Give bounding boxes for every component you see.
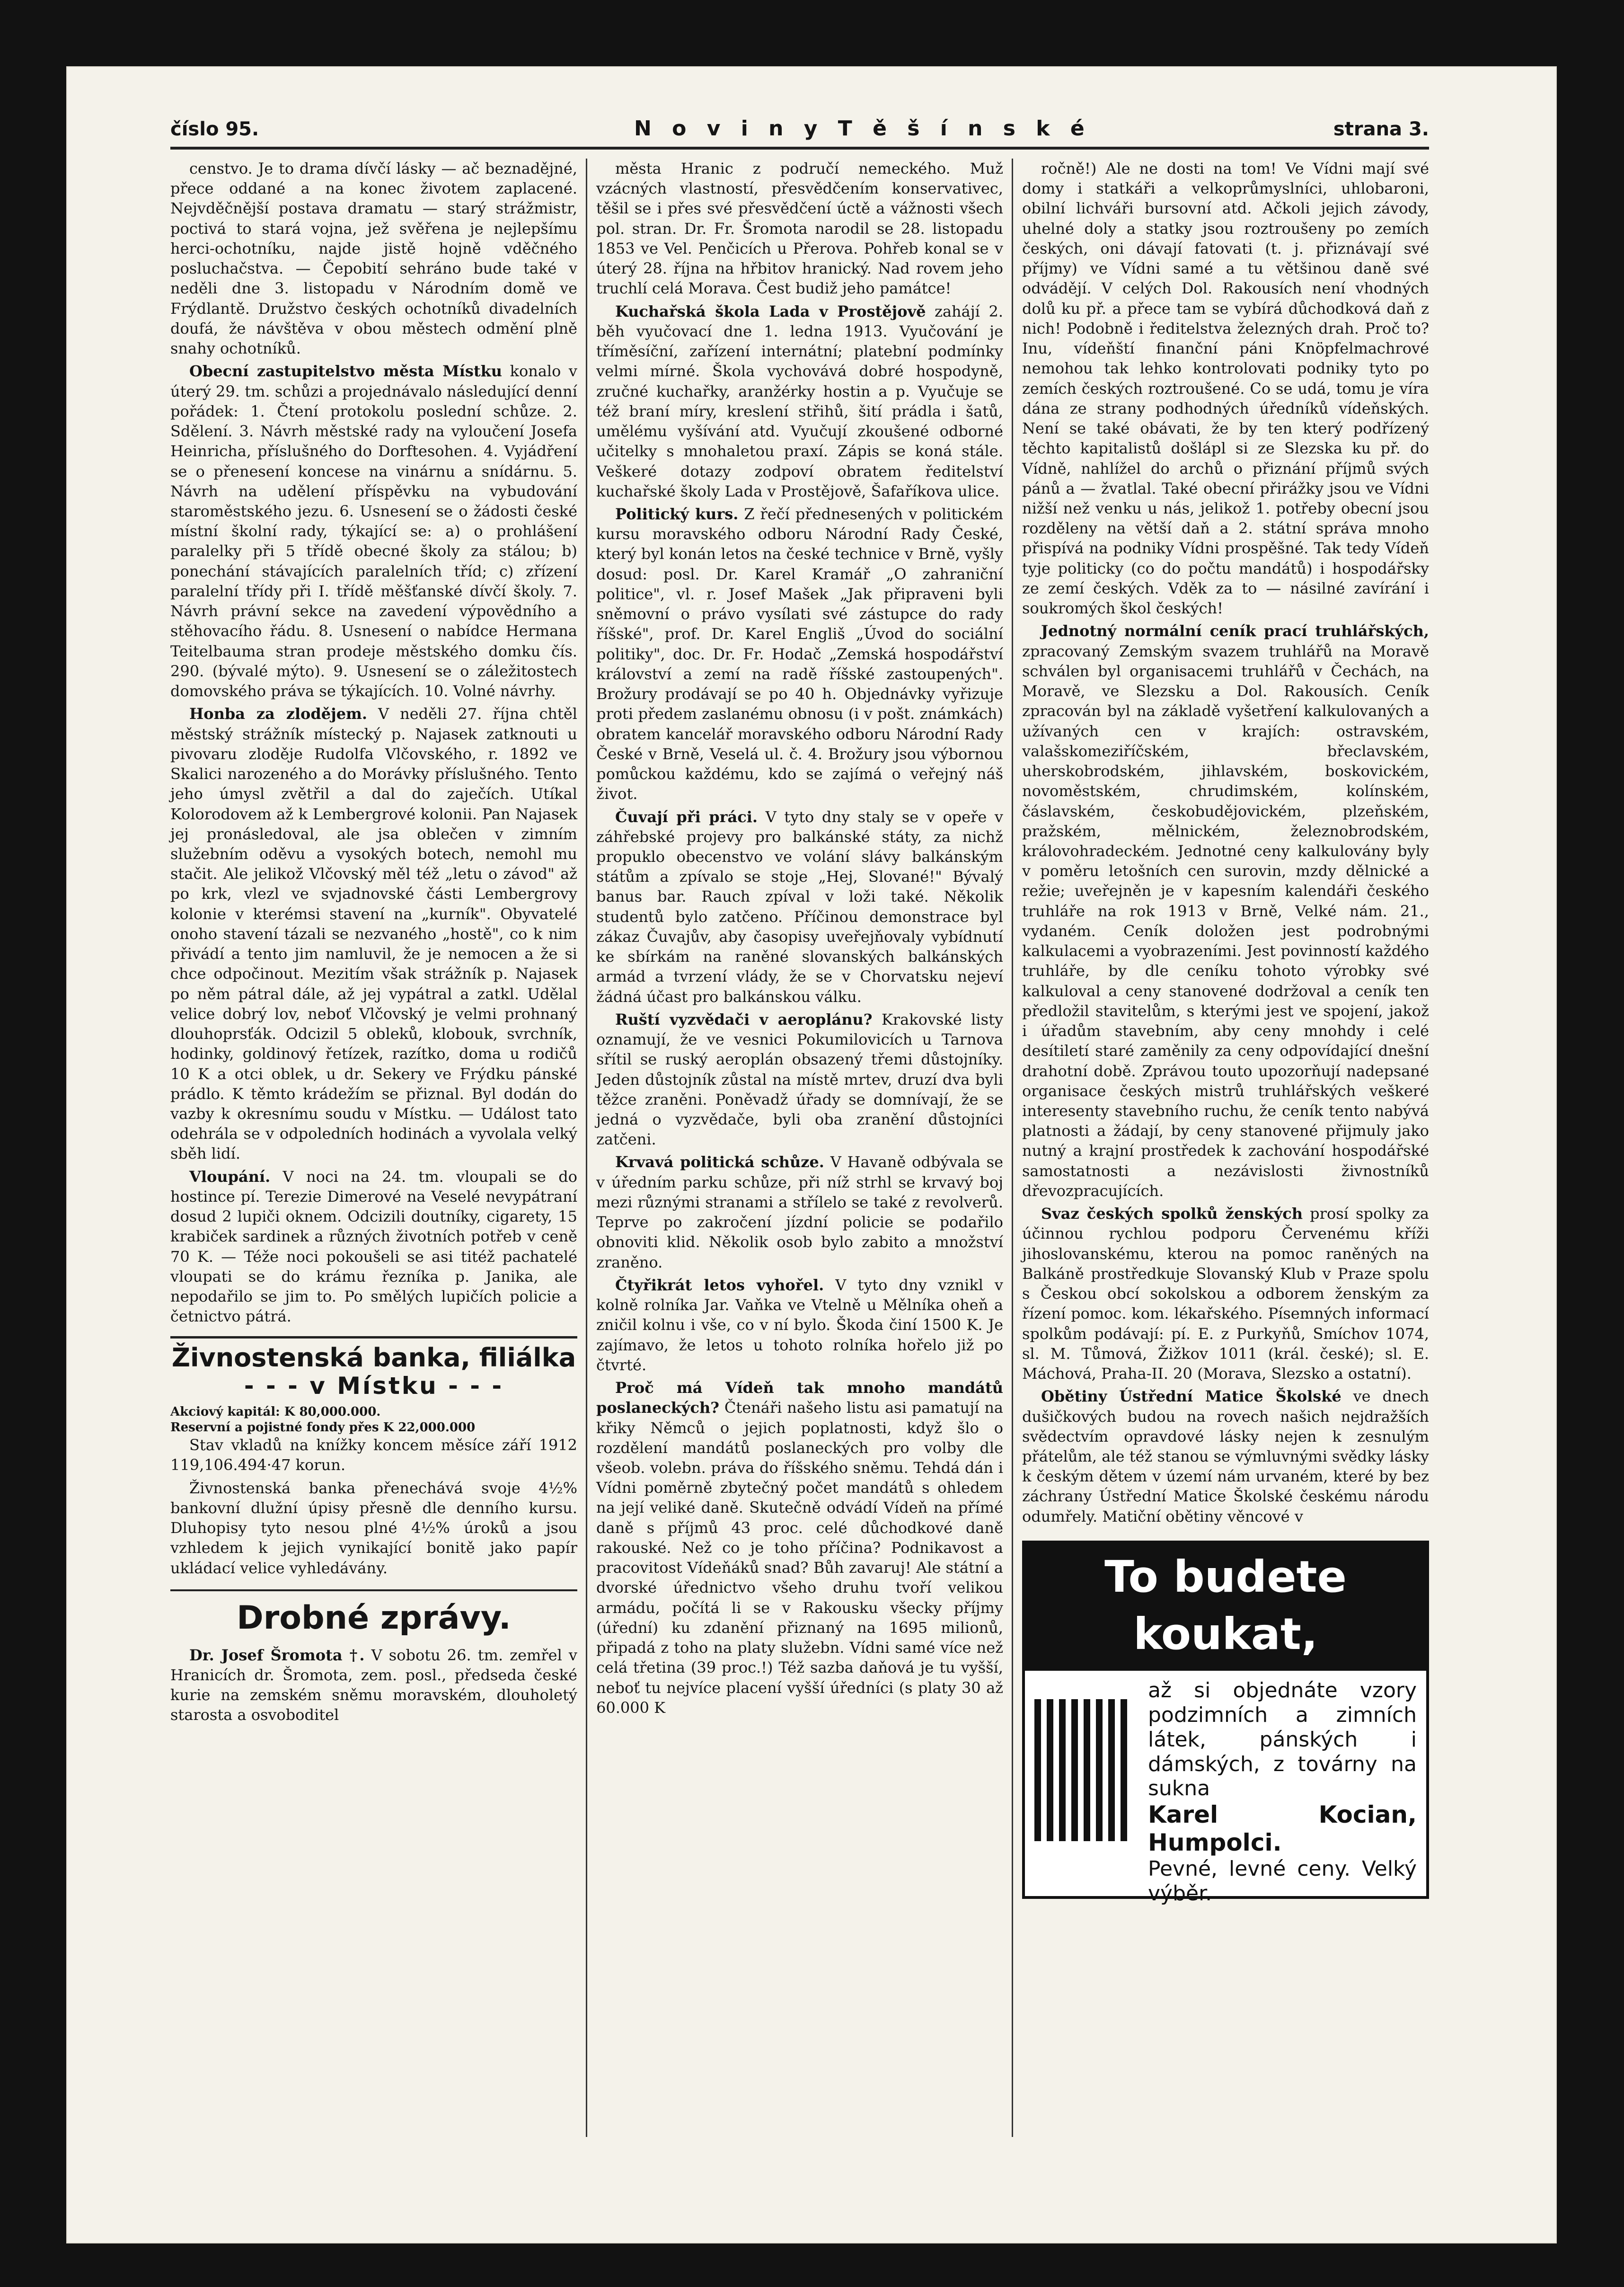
header-rule: [170, 147, 1429, 150]
article-text: V sobotu 26. tm. zemřel v Hranicích dr. Šromota, zem. posl., předseda české kurie na zemském sněmu moravském, dlouholetý starosta a osvoboditel: [170, 1646, 578, 1724]
article-headline: Jednotný normální ceník prací truhlářských,: [1041, 622, 1429, 640]
article-headline: Proč má Vídeň tak mnoho mandátů poslaneckých?: [596, 1379, 1003, 1417]
article-paragraph: ročně!) Ale ne dosti na tom! Ve Vídni mají své domy i statkáři a velkoprůmyslníci, uhlobaroni, obilní lichváři bursovní atd. Ačkoli jejich závody, uhelné doly a statky jsou roztroušeny po zemích českých, oni dávají fatovati (t. j. přiznávají své příjmy) ve Vídni samé a tu většinou daně své odvádějí. V celých Dol. Rakousích není vhodných dolů ku př. a přece tam se vybírá důchodková daň z nich! Podobně i ředitelstva železných drah. Proč to? Inu, vídeňští finanční páni Knöpfelmachrové nemohou tak lehko kontrolovati podniky tyto po zemích českých roztroušené. Co se udá, tomu je víra dána ze strany podhodných úředníků vídeňských. Není se také obávati, že by ten který podřízený těchto kapitalistů došlápl si ze Slezska ku př. do Vídně, nahlížel do archů o přiznání příjmů svých pánů a — žvatlal. Také obecní přirážky jsou ve Vídni nižší než venku u nás, jelikož 1. potřeby obecní jsou rozděleny na větší daň a 2. státní správa mnoho přispívá na podniky Vídni prospěšné. Tak tedy Vídeň tyje politicky (co do počtu mandátů) i hospodářsky ze zemí českých. Vděk za to — násilné zavírání i soukromých škol českých!: [1022, 160, 1429, 618]
cloth-pattern-icon: [1034, 1699, 1129, 1841]
masthead-title: N o v i n y T ě š í n s k é: [634, 116, 1091, 141]
advert-brand: Karel Kocian, Humpolci.: [1148, 1801, 1417, 1857]
article-paragraph: [596, 301, 1003, 501]
article-paragraph: [596, 807, 1003, 1007]
article-text: Z řečí přednesených v politickém kursu moravského odboru Národní Rady České, který byl konán letos na české technice v Brně, vyšly dosud: posl. Dr. Karel Kramář „O zahraniční politice", vl. r. Josef Mašek „Jak připraveni byli sněmovní o právo vysílati své zástupce do rady říšské", prof. Dr. Karel Engliš „Úvod do sociální politiky", doc. Dr. Fr. Hodač „Zemská hospodářství království a zemí na radě říšské zastoupených". Brožury prodávají se po 40 h. Objednávky vyřizuje proti předem zaslanému obnosu (i v pošt. známkách) obratem kancelář moravského odboru Národní Rady České v Brně, Veselá ul. č. 4. Brožury jsou výbornou pomůckou každému, kdo se zajímá o veřejný náš život.: [596, 505, 1004, 803]
article-paragraph: [596, 1378, 1003, 1718]
article-text: zahájí 2. běh vyučovací dne 1. ledna 1913. Vyučování je tříměsíční, zařízení internátní; platební podmínky velmi mírné. Škola vychovává dobré hospodyně, zručné kuchařky, aranžérky hostin a p. Vyučuje se též braní míry, kreslení střihů, šití prádla i šatů, umělému vyšívání atd. Vyučují zkoušené odborné učitelky s mnohaletou praxí. Zápis se koná stále. Veškeré dotazy zodpoví obratem ředitelství kuchařské školy Lada v Prostějově, Šafaříkova ulice.: [596, 302, 1003, 500]
article-text: ve dnech dušičkových budou na rovech našich nejdražších svědectvím opravdové lásky nejen k zesnulým přátelům, ale též stanou se výmluvnými svědky lásky k českým dětem v území nám urvaném, které by bez záchrany Ústřední Matice Školské českému národu odumřely. Matiční obětiny věncové v: [1022, 1387, 1430, 1525]
bank-advert: [170, 1336, 577, 1400]
kocian-advert: [1022, 1541, 1429, 1906]
page-header: [170, 114, 1429, 147]
article-paragraph: censtvo. Je to drama dívčí lásky — ač beznadějné, přece oddané a na konec životem zaplacené. Nejvděčnější postava dramatu — starý strážmistr, poctivá to stará vojna, jež svěřena je nejlepšímu herci-ochotníku, najde jistě hojně vděčného posluchačstva. — Čepobití sehráno bude také v neděli dne 3. listopadu v Národním domě ve Frýdlantě. Družstvo českých ochotníků divadelních doufá, že návštěva v obou městech odmění plně snahy ochotníků.: [170, 160, 577, 358]
article-text: V tyto dny staly se v opeře v záhřebské projevy pro balkánské státy, za nichž propuklo obecenstvo ve volání slávy balkánským státům a zpívalo se stoje „Hej, Slované!" Bývalý banus bar. Rauch zpíval v loži také. Několik studentů bylo zatčeno. Příčinou demonstrace byl zákaz Čuvajův, aby časopisy uveřejňovaly vybídnutí ke sbírkám na raněné slovanských balkánských armád a tvrzení vlády, že se v Chorvatsku nejeví žádná účast pro balkánskou válku.: [596, 807, 1004, 1006]
section-heading: Drobné zprávy.: [170, 1589, 577, 1640]
bank-paragraph: Stav vkladů na knížky koncem měsíce září 1912 119,106.494·47 korun.: [170, 1436, 577, 1474]
article-text: zpracovaný Zemským svazem truhlářů na Moravě schválen byl organisacemi truhlářů v Čechách, na Moravě, ve Slezsku a Dol. Rakousích. Ceník zpracován byl na základě vyšetření kalkulovaných a užívaných cen v krajích: ostravském, valašskomeziříčském, břeclavském, uherskobrodském, jihlavském, boskovickém, novoměstském, chrudimském, kolínském, čáslavském, českobudějovickém, plzeňském, pražském, mělnickém, železnobrodském, královohradeckém. Jednotné ceny kalkulovány byly v poměru letošních cen surovin, mzdy dělnické a režie; uveřejněn je v kapesním kalendáři českého truhláře na rok 1913 v Brně, Velké nám. 21., vydaném. Ceník doložen jest podrobnými kalkulacemi a vyobrazeními. Jest povinností každého truhláře, by dle ceníku tohoto výrobky své kalkuloval a ceny stanovené dodržoval a ceník ten předložil stavitelům, s kterými jest ve spojení, jakož i úřadům stavebním, aby ceny mnohdy i celé desítiletí staré zaměnily za ceny odpovídající dnešní drahotní době. Zprávou touto upozorňují nadepsané organisace českých mistrů truhlářských veškeré interesenty stavebního ruchu, že ceník tento nabývá platnosti a žádají, by ceny stanovené přijmuly jako nutný a krajní prostředek k zachování hospodářské samostatnosti a nezávislosti živnostníků dřevozpracujících.: [1022, 642, 1429, 1200]
article-headline: Dr. Josef Šromota †.: [189, 1646, 365, 1664]
article-headline: Honba za zlodějem.: [189, 705, 368, 723]
advert-text: Pevné, levné ceny. Velký výběr.: [1148, 1857, 1417, 1906]
advert-body: [1025, 1671, 1426, 1906]
advert-text: až si objednáte vzory podzimních a zimních látek, pánských i dámských, z továrny na sukna: [1148, 1678, 1417, 1801]
article-paragraph: [1022, 1386, 1429, 1526]
column-2: [596, 159, 1003, 1720]
article-headline: Politický kurs.: [615, 505, 739, 523]
bank-paragraph: Živnostenská banka přenechává svoje 4½% bankovní dlužní úpisy přesně dle denního kursu. Dluhopisy tyto nesou plné 4½% úroků a jsou vzhledem k jejich vynikající bonitě jako papír ukládací velice vyhledávány.: [170, 1479, 577, 1577]
issue-number: číslo 95.: [170, 118, 259, 140]
column-divider: [1012, 159, 1013, 2137]
article-paragraph: [170, 1645, 577, 1725]
bank-reserve: Reservní a pojistné fondy přes K 22,000.000: [170, 1420, 476, 1435]
article-headline: Kuchařská škola Lada v Prostějově: [615, 302, 926, 320]
article-headline: Čtyřikrát letos vyhořel.: [615, 1276, 824, 1294]
article-paragraph: města Hranic z područí nemeckého. Muž vzácných vlastností, přesvědčením konservativec, těšil se i přes své přesvědčení úctě a vážnosti všech pol. stran. Dr. Fr. Šromota narodil se 28. listopadu 1853 ve Vel. Penčicích u Přerova. Pohřeb konal se v úterý 28. října na hřbitov hranický. Nad rovem jeho truchlí celá Morava. Čest budiž jeho památce!: [596, 160, 1003, 298]
article-text: Čtenáři našeho listu asi pamatují na křiky Němců o jejich poplatnosti, když šlo o rozdělení mandátů poslaneckých pro volby dle všeob. volebn. práva do říšského sněmu. Tehdá dán i Vídni poměrně zbytečný počet mandátů s ohledem na její veliké daně. Skutečně odvádí Vídeň na přímé daně s příjmů 43 proc. celé důchodkové daně rakouské. Než co je toho příčina? Podnikavost a pracovitost Vídeňáků snad? Bůh zavaruj! Ale státní a dvorské úřednictvo všeho druhu tvoří velikou armádu, počítá li se v Rakousku všecky příjmy (úřední) ku zdanění přiznaný na 1695 milionů, připadá z toho na platy služebn. Vídni samé více než celá třetina (39 proc.!) Též sazba daňová je tu vyšší, neboť tu nejvíce placení vyšší úředníci (s platy 30 až 60.000 K: [596, 1399, 1003, 1717]
article-paragraph: [170, 1167, 577, 1327]
article-paragraph: [170, 704, 577, 1163]
column-divider: [586, 159, 587, 2137]
column-1: [170, 159, 577, 1728]
article-paragraph: [596, 504, 1003, 804]
article-headline: Krvavá politická schůze.: [615, 1153, 824, 1171]
article-headline: Obětiny Ústřední Matice Školské: [1041, 1387, 1342, 1406]
article-paragraph: [170, 361, 577, 701]
article-headline: Ruští vyzvědači v aeroplánu?: [615, 1010, 873, 1028]
article-text: V tyto dny vznikl v kolně rolníka Jar. Vaňka ve Vtelně u Mělníka oheň a zničil kolnu i vše, co v ní bylo. Škoda činí 1500 K. Je zajímavo, že letos u tohoto rolníka hořelo již po čtvrté.: [596, 1276, 1004, 1374]
article-text: V noci na 24. tm. vloupali se do hostince pí. Terezie Dimerové na Veselé nevypátraní dosud 2 lupiči oknem. Odcizili doutníky, cigarety, 15 krabiček sardinek a různých životních potřeb v ceně 70 K. — Téže noci pokoušeli se asi titéž pachatelé vloupati se do krámu řezníka p. Janika, ale nepodařilo se jim to. Po smělých lupičích policie a četnictvo pátrá.: [170, 1167, 577, 1326]
article-headline: Obecní zastupitelstvo města Místku: [189, 362, 503, 381]
article-headline: Svaz českých spolků ženských: [1041, 1205, 1303, 1223]
article-headline: Čuvají při práci.: [615, 807, 758, 826]
article-text: konalo v úterý 29. tm. schůzi a projednávalo následující denní pořádek: 1. Čtení protokolu poslední schůze. 2. Sdělení. 3. Návrh městské rady na vyloučení Josefa Heinricha, příslušného do Dorftesohen. 4. Vyjádření se o přenesení koncese na vinárnu a snídárnu. 5. Návrh na udělení příspěvku na vybudování staroměstského jezu. 6. Usnesení se o žádosti české místní školní rady, týkající se: a) o prohlášení paralelky při 5 třídě obecné školy za stálou; b) ponechání stávajících paralelních tříd; c) zřízení paralelní třídy při I. třídě měšťanské dívčí školy. 7. Návrh právní sekce na zavedení výpovědního a stěhovacího řádu. 8. Usnesení o nabídce Hermana Teitelbauma stran prodeje městského domku čís. 290. (bývalé mýto). 9. Usnesení se o záležitostech domovského práva se týkajících. 10. Volné návrhy.: [170, 362, 578, 700]
article-paragraph: [596, 1152, 1003, 1272]
page-number: strana 3.: [1333, 118, 1429, 140]
article-headline: Vloupání.: [189, 1167, 271, 1186]
bank-title: Živnostenská banka, filiálka: [171, 1342, 576, 1373]
bank-branch: - - - v Místku - - -: [244, 1372, 504, 1400]
article-paragraph: [1022, 621, 1429, 1201]
advert-headline: To budete koukat,: [1025, 1543, 1426, 1671]
article-paragraph: [1022, 1204, 1429, 1383]
article-text: prosí spolky za účinnou rychlou podporu Červenému kříži jihoslovanskému, kterou na pomoc raněných na Balkáně prostředkuje Slovanský Klub v Praze spolu s Českou obcí sokolskou a odborem ženským za řízení pomoc. kom. lékařského. Písemných informací spolkům podávají: pí. E. z Purkyňů, Smíchov 1074, sl. M. Tůmová, Žižkov 1011 (král. české); sl. E. Máchová, Praha-II. 20 (Morava, Slezsko a ostatní).: [1022, 1205, 1429, 1383]
article-text: Krakovské listy oznamují, že ve vesnici Pokumilovicích u Tarnova sřítil se ruský aeroplán obsazený třemi důstojníky. Jeden důstojník zůstal na místě mrtev, druzí dva byli těžce zraněni. Poněvadž úřady se domnívají, že se jedná o vyzvědače, byli oba zranění důstojníci zatčeni.: [596, 1010, 1003, 1149]
article-text: V Havaně odbývala se v úředním parku schůze, při níž strhl se krvavý boj mezi různými stranami a střílelo se také z revolverů. Teprve po zakročení jízdní policie se podařilo obnoviti klid. Několik osob bylo zabito a množství zraněno.: [596, 1153, 1003, 1271]
bank-capital: Akciový kapitál: K 80,000.000.: [170, 1405, 381, 1419]
article-paragraph: [596, 1275, 1003, 1375]
column-3: [1022, 159, 1430, 1906]
article-paragraph: [596, 1010, 1003, 1150]
article-text: V neděli 27. října chtěl městský strážník místecký p. Najasek zatknouti u pivovaru zloděje Rudolfa Vlčovského, r. 1892 ve Skalici narozeného a do Morávky příslušného. Tento jeho úmysl zvětřil a dal do zaječích. Utíkal Kolorodovem až k Lembergrové kolonii. Pan Najasek jej pronásledoval, ale jsa oblečen v zimním služebním oděvu a vysokých botech, nemohl mu stačit. Ale jelikož Vlčovský měl též „letu o závod" až po krk, vlezl ve svjadnovské části Lembergrovy kolonie v kterémsi stavení na „kurník". Obyvatelé onoho stavení tázali se nezvaného „hostě", co k nim přivádí a tento jim namluvil, že je nemocen a že si chce odpočinout. Mezitím však strážník p. Najasek po něm pátral dále, až jej vypátral a zatkl. Udělal velice dobrý lov, neboť Vlčovský je velmi prohnaný dlouhoprsťák. Odcizil 5 obleků, klobouk, svrchník, hodinky, goldinový řetízek, razítko, doma u rodičů 10 K a otci oblek, u dr. Sekery ve Frýdku pánské prádlo. K těmto krádežím se přiznal. Byl dodán do vazby k okresnímu soudu v Místku. — Událost tato odehrála se v odpoledních hodinách a vyvolala velký sběh lidí.: [170, 705, 578, 1163]
newspaper-page: [170, 114, 1429, 2149]
